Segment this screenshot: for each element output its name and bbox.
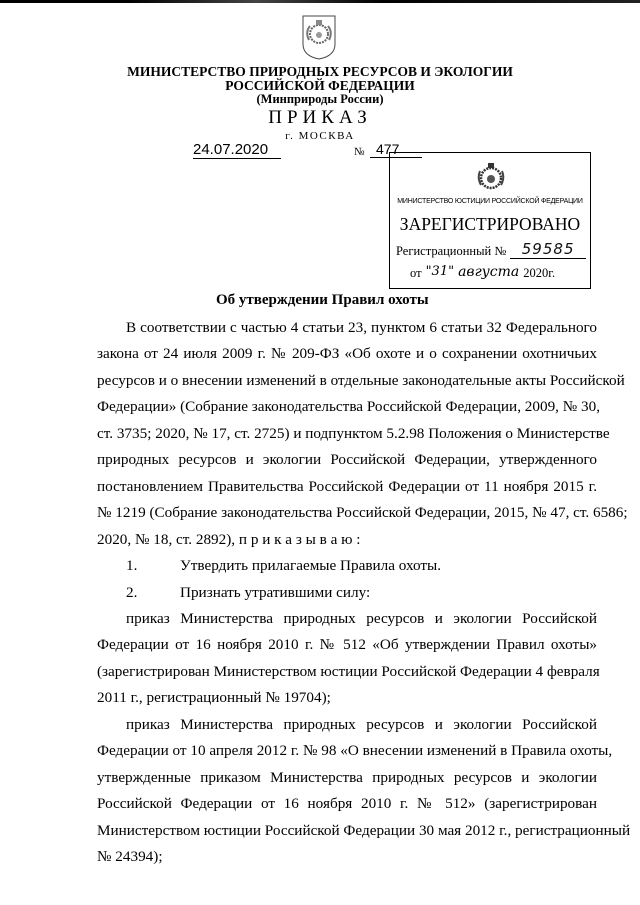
reg-date-prefix: от [410,266,422,280]
reg-day-handwritten: "31" [425,264,455,279]
text-line: закона от 24 июля 2009 г. № 209-ФЗ «Об охоте и о сохранении охотничьих [97,345,597,363]
text-line: 2011 г., регистрационный № 19704); [97,689,331,707]
item-number: 2. [126,583,138,601]
reg-number-label: Регистрационный № [396,244,507,258]
reg-number-handwritten: 59585 [510,240,586,259]
order-number: 477 [370,141,422,158]
scan-edge [0,0,640,3]
text-line: 2020, № 18, ст. 2892), п р и к а з ы в а ю : [97,530,361,548]
number-label: № [354,146,365,158]
text-line: Российской Федерации от 16 ноября 2010 г. № 512» (зарегистрирован [97,795,597,813]
text-line: ст. 3735; 2020, № 17, ст. 2725) и подпунктом 5.2.98 Положения о Министерстве [97,424,610,442]
text-line: ресурсов и о внесении изменений в отдельные законодательные акты Российской [97,371,625,389]
text-line: № 24394); [97,848,163,866]
text-line: утвержденные приказом Министерства природных ресурсов и экологии [97,768,597,786]
order-date: 24.07.2020 [193,141,281,159]
stamp-status: ЗАРЕГИСТРИРОВАНО [399,214,581,234]
ministry-name-line2: РОССИЙСКОЙ ФЕДЕРАЦИИ [225,78,415,93]
item-text: Признать утратившими силу: [180,583,371,601]
reg-year: 2020г. [523,266,556,280]
ministry-short-name: (Минприроды России) [256,92,384,106]
text-line: № 1219 (Собрание законодательства Российской Федерации, 2015, № 47, ст. 6586; [97,504,628,522]
item-number: 1. [126,557,138,575]
city: г. МОСКВА [285,130,355,142]
eagle-emblem-icon [476,161,506,193]
text-line: Федерации от 10 апреля 2012 г. № 98 «О внесении изменений в Правила охоты, [97,742,613,760]
item-text: Утвердить прилагаемые Правила охоты. [180,557,442,575]
repealed-order-paragraph [97,606,600,712]
text-line: приказ Министерства природных ресурсов и экологии Российской [126,609,597,627]
document-title: Об утверждении Правил охоты [216,292,429,308]
text-line: Федерации от 16 ноября 2010 г. № 512 «Об утверждении Правил охоты» [97,636,597,654]
coat-of-arms-icon [301,14,337,60]
ministry-name-line1: МИНИСТЕРСТВО ПРИРОДНЫХ РЕСУРСОВ И ЭКОЛОГИИ [127,64,513,79]
text-line: Федерации» (Собрание законодательства Российской Федерации, 2009, № 30, [97,398,601,416]
preamble-paragraph [97,315,628,553]
stamp-ministry: МИНИСТЕРСТВО ЮСТИЦИИ РОССИЙСКОЙ ФЕДЕРАЦИИ [397,198,583,205]
reg-date-row [410,261,586,281]
reg-month-handwritten: августа [458,264,520,280]
repealed-order-paragraph [97,712,631,871]
text-line: приказ Министерства природных ресурсов и экологии Российской [126,715,597,733]
text-line: Министерством юстиции Российской Федерации 30 мая 2012 г., регистрационный [97,821,631,839]
list-item [97,580,597,606]
registration-stamp [389,152,591,289]
list-item [97,553,597,579]
text-line: В соответствии с частью 4 статьи 23, пунктом 6 статьи 32 Федерального [126,319,597,336]
document-body [97,315,631,871]
document-type: ПРИКАЗ [268,107,372,128]
text-line: природных ресурсов и экологии Российской Федерации, утвержденного [97,451,597,469]
text-line: постановлением Правительства Российской Федерации от 11 ноября 2015 г. [97,477,597,495]
reg-number-row [396,239,586,259]
text-line: (зарегистрирован Министерством юстиции Российской Федерации 4 февраля [97,662,600,680]
